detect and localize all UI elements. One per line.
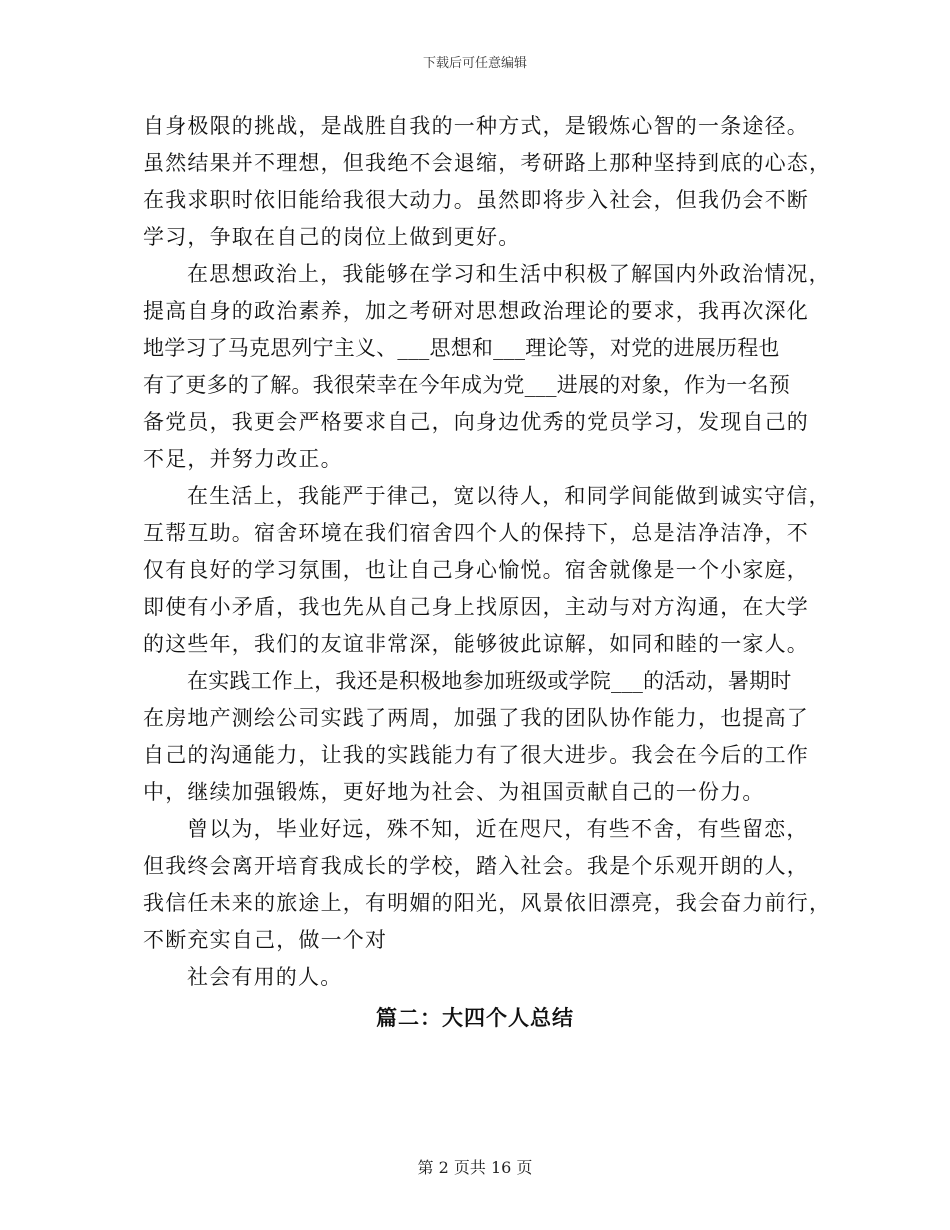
text-line: 在我求职时依旧能给我很大动力。虽然即将步入社会，但我仍会不断 (143, 188, 809, 212)
text-line: 自己的沟通能力，让我的实践能力有了很大进步。我会在今后的工作 (143, 743, 809, 767)
text-line: 有了更多的了解。我很荣幸在今年成为党___进展的对象，作为一名预 (143, 373, 790, 397)
text-line: 不断充实自己，做一个对 (143, 928, 388, 952)
page-header: 下载后可任意编辑 (422, 56, 527, 71)
paragraph-start-line: 在思想政治上，我能够在学习和生活中积极了解国内外政治情况， (187, 262, 831, 286)
text-line: 备党员，我更会严格要求自己，向身边优秀的党员学习，发现自己的 (143, 410, 809, 434)
text-line: 的这些年，我们的友谊非常深，能够彼此谅解，如同和睦的一家人。 (143, 632, 809, 656)
paragraph-start-line: 社会有用的人。 (187, 965, 343, 989)
text-line: 但我终会离开培育我成长的学校，踏入社会。我是个乐观开朗的人， (143, 854, 809, 878)
text-line: 即使有小矛盾，我也先从自己身上找原因，主动与对方沟通，在大学 (143, 595, 809, 619)
section-title: 篇二：大四个人总结 (376, 1005, 574, 1030)
text-line: 仅有良好的学习氛围，也让自己身心愉悦。宿舍就像是一个小家庭， (143, 558, 809, 582)
text-line: 学习，争取在自己的岗位上做到更好。 (143, 225, 521, 249)
text-line: 不足，并努力改正。 (143, 447, 343, 471)
page-footer: 第 2 页共 16 页 (417, 1158, 533, 1177)
text-line: 自身极限的挑战，是战胜自我的一种方式，是锻炼心智的一条途径。 (143, 114, 809, 138)
text-line: 我信任未来的旅途上，有明媚的阳光，风景依旧漂亮，我会奋力前行， (143, 891, 832, 915)
body-text (143, 108, 832, 996)
text-line: 中，继续加强锻炼，更好地为社会、为祖国贡献自己的一份力。 (143, 780, 765, 804)
paragraph-start-line: 在生活上，我能严于律己，宽以待人，和同学间能做到诚实守信， (187, 484, 831, 508)
text-line: 提高自身的政治素养，加之考研对思想政治理论的要求，我再次深化 (143, 299, 809, 323)
text-line: 在房地产测绘公司实践了两周，加强了我的团队协作能力，也提高了 (143, 706, 809, 730)
paragraph-start-line: 曾以为，毕业好远，殊不知，近在咫尺，有些不舍，有些留恋， (187, 817, 809, 841)
paragraph-start-line: 在实践工作上，我还是积极地参加班级或学院___的活动，暑期时 (187, 669, 792, 693)
text-line: 互帮互助。宿舍环境在我们宿舍四个人的保持下，总是洁净洁净，不 (143, 521, 809, 545)
text-line: 虽然结果并不理想，但我绝不会退缩，考研路上那种坚持到底的心态， (143, 151, 832, 175)
text-line: 地学习了马克思列宁主义、___思想和___理论等，对党的进展历程也 (143, 336, 780, 360)
